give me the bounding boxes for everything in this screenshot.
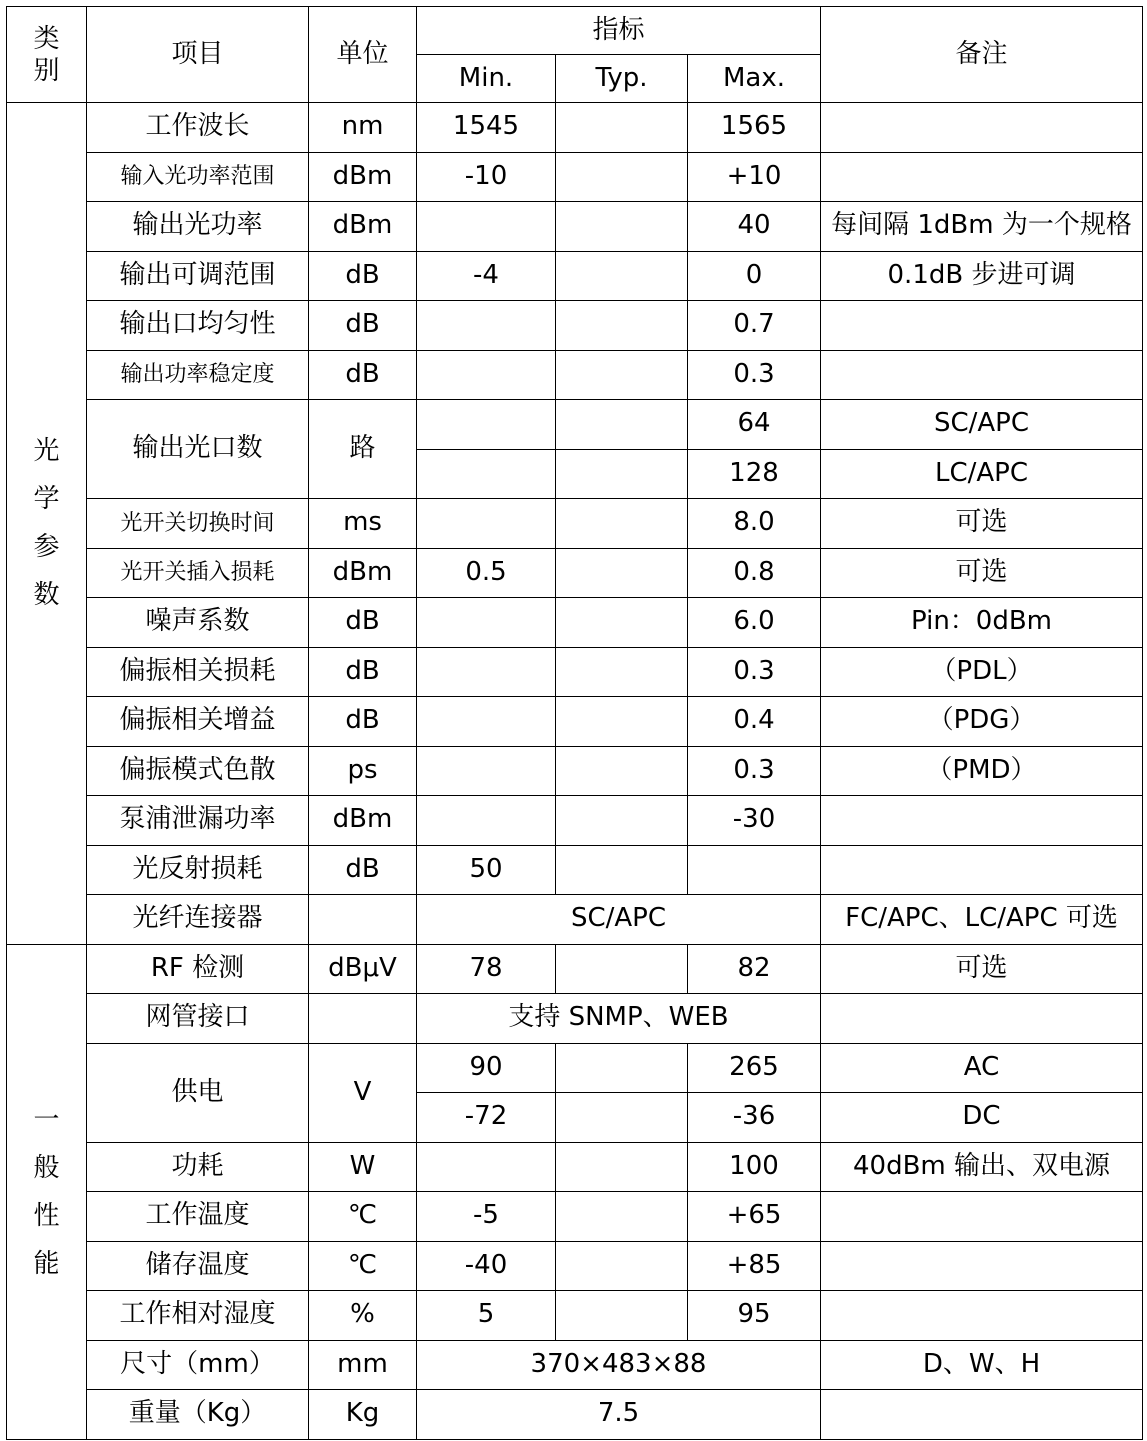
table-row bbox=[7, 647, 1143, 697]
cell-item: 光开关切换时间 bbox=[87, 499, 309, 549]
cell-item: 输入光功率范围 bbox=[87, 152, 309, 202]
cell-typ bbox=[556, 152, 688, 202]
cell-note bbox=[821, 350, 1143, 400]
cell-item: 输出口均匀性 bbox=[87, 301, 309, 351]
cell-item: 输出光功率 bbox=[87, 202, 309, 252]
table-row bbox=[7, 944, 1143, 994]
cell-unit: nm bbox=[309, 103, 417, 153]
cell-unit bbox=[309, 994, 417, 1044]
cell-typ bbox=[556, 301, 688, 351]
cell-max: 64 bbox=[688, 400, 821, 450]
cell-typ bbox=[556, 400, 688, 450]
cell-note bbox=[821, 1241, 1143, 1291]
cell-unit: ℃ bbox=[309, 1241, 417, 1291]
table-row bbox=[7, 152, 1143, 202]
cell-unit: mm bbox=[309, 1340, 417, 1390]
cell-item: RF 检测 bbox=[87, 944, 309, 994]
cell-item: 输出可调范围 bbox=[87, 251, 309, 301]
cell-note: 每间隔 1dBm 为一个规格 bbox=[821, 202, 1143, 252]
cell-item: 供电 bbox=[87, 1043, 309, 1142]
table-row bbox=[7, 895, 1143, 945]
cell-min bbox=[417, 499, 556, 549]
cell-note: SC/APC bbox=[821, 400, 1143, 450]
table-row bbox=[7, 1390, 1143, 1440]
cell-min bbox=[417, 796, 556, 846]
cell-item: 工作波长 bbox=[87, 103, 309, 153]
cell-item: 偏振相关增益 bbox=[87, 697, 309, 747]
cell-typ bbox=[556, 103, 688, 153]
cell-note: （PDL） bbox=[821, 647, 1143, 697]
table-row bbox=[7, 796, 1143, 846]
category-optical: 光 学 参 数 bbox=[7, 103, 87, 945]
cell-note bbox=[821, 1291, 1143, 1341]
table-row bbox=[7, 598, 1143, 648]
cell-item: 输出功率稳定度 bbox=[87, 350, 309, 400]
cell-typ bbox=[556, 202, 688, 252]
cell-note bbox=[821, 994, 1143, 1044]
cell-span: 支持 SNMP、WEB bbox=[417, 994, 821, 1044]
cell-max: 0.3 bbox=[688, 647, 821, 697]
cell-typ bbox=[556, 1043, 688, 1093]
cell-max: 95 bbox=[688, 1291, 821, 1341]
cell-note: LC/APC bbox=[821, 449, 1143, 499]
cell-max: 0.3 bbox=[688, 746, 821, 796]
header-note: 备注 bbox=[821, 7, 1143, 103]
cell-note: FC/APC、LC/APC 可选 bbox=[821, 895, 1143, 945]
cell-max: 0 bbox=[688, 251, 821, 301]
cell-note bbox=[821, 103, 1143, 153]
cell-note: AC bbox=[821, 1043, 1143, 1093]
cell-typ bbox=[556, 499, 688, 549]
table-row bbox=[7, 1142, 1143, 1192]
cell-unit: dB bbox=[309, 697, 417, 747]
table-row bbox=[7, 1241, 1143, 1291]
cell-typ bbox=[556, 251, 688, 301]
table-row bbox=[7, 548, 1143, 598]
header-row bbox=[7, 7, 1143, 55]
cell-max: 6.0 bbox=[688, 598, 821, 648]
table-row bbox=[7, 1043, 1143, 1093]
table-row bbox=[7, 697, 1143, 747]
cell-unit: 路 bbox=[309, 400, 417, 499]
table-row bbox=[7, 1192, 1143, 1242]
cell-typ bbox=[556, 796, 688, 846]
cell-min: -10 bbox=[417, 152, 556, 202]
cell-note bbox=[821, 796, 1143, 846]
cell-max: 128 bbox=[688, 449, 821, 499]
cell-unit: dB bbox=[309, 845, 417, 895]
cell-item: 偏振模式色散 bbox=[87, 746, 309, 796]
cell-note: 40dBm 输出、双电源 bbox=[821, 1142, 1143, 1192]
cell-item: 噪声系数 bbox=[87, 598, 309, 648]
cell-min bbox=[417, 400, 556, 450]
cell-unit: dB bbox=[309, 647, 417, 697]
cell-item: 光反射损耗 bbox=[87, 845, 309, 895]
cell-unit: dBm bbox=[309, 152, 417, 202]
table-row bbox=[7, 845, 1143, 895]
cell-unit: ms bbox=[309, 499, 417, 549]
cell-max: 40 bbox=[688, 202, 821, 252]
cell-max bbox=[688, 845, 821, 895]
cell-note: 可选 bbox=[821, 548, 1143, 598]
cell-unit: dBm bbox=[309, 202, 417, 252]
spec-table bbox=[6, 6, 1143, 1440]
cell-min bbox=[417, 746, 556, 796]
cell-note: （PDG） bbox=[821, 697, 1143, 747]
cell-unit bbox=[309, 895, 417, 945]
cell-max: 100 bbox=[688, 1142, 821, 1192]
cell-max: +65 bbox=[688, 1192, 821, 1242]
table-row bbox=[7, 1340, 1143, 1390]
cell-item: 网管接口 bbox=[87, 994, 309, 1044]
cell-min: -40 bbox=[417, 1241, 556, 1291]
cell-span: SC/APC bbox=[417, 895, 821, 945]
cell-note: Pin：0dBm bbox=[821, 598, 1143, 648]
cell-unit: Kg bbox=[309, 1390, 417, 1440]
cell-unit: dB bbox=[309, 251, 417, 301]
cell-min bbox=[417, 350, 556, 400]
cell-min: 50 bbox=[417, 845, 556, 895]
cell-typ bbox=[556, 1093, 688, 1143]
cell-note bbox=[821, 152, 1143, 202]
cell-item: 光开关插入损耗 bbox=[87, 548, 309, 598]
header-max: Max. bbox=[688, 55, 821, 103]
cell-span: 370×483×88 bbox=[417, 1340, 821, 1390]
cell-note bbox=[821, 1390, 1143, 1440]
cell-min: 0.5 bbox=[417, 548, 556, 598]
cell-item: 输出光口数 bbox=[87, 400, 309, 499]
cell-typ bbox=[556, 1142, 688, 1192]
cell-unit: % bbox=[309, 1291, 417, 1341]
cell-unit: dBμV bbox=[309, 944, 417, 994]
cell-max: 1565 bbox=[688, 103, 821, 153]
cell-max: 82 bbox=[688, 944, 821, 994]
header-unit: 单位 bbox=[309, 7, 417, 103]
cell-typ bbox=[556, 1291, 688, 1341]
cell-min: -72 bbox=[417, 1093, 556, 1143]
cell-note: D、W、H bbox=[821, 1340, 1143, 1390]
cell-max: 0.4 bbox=[688, 697, 821, 747]
table-row bbox=[7, 350, 1143, 400]
cell-min: 78 bbox=[417, 944, 556, 994]
cell-min bbox=[417, 697, 556, 747]
cell-item: 功耗 bbox=[87, 1142, 309, 1192]
cell-unit: dB bbox=[309, 301, 417, 351]
category-general: 一 般 性 能 bbox=[7, 944, 87, 1439]
cell-typ bbox=[556, 449, 688, 499]
cell-max: 0.8 bbox=[688, 548, 821, 598]
header-typ: Typ. bbox=[556, 55, 688, 103]
table-row bbox=[7, 1291, 1143, 1341]
cell-typ bbox=[556, 548, 688, 598]
cell-note: 0.1dB 步进可调 bbox=[821, 251, 1143, 301]
cell-item: 储存温度 bbox=[87, 1241, 309, 1291]
cell-note: 可选 bbox=[821, 499, 1143, 549]
cell-item: 重量（Kg） bbox=[87, 1390, 309, 1440]
cell-item: 尺寸（mm） bbox=[87, 1340, 309, 1390]
table-row bbox=[7, 251, 1143, 301]
cell-typ bbox=[556, 697, 688, 747]
header-category: 类 别 bbox=[7, 7, 87, 103]
cell-min bbox=[417, 598, 556, 648]
cell-typ bbox=[556, 845, 688, 895]
cell-max: 0.3 bbox=[688, 350, 821, 400]
cell-unit: ℃ bbox=[309, 1192, 417, 1242]
cell-unit: dBm bbox=[309, 796, 417, 846]
cell-unit: W bbox=[309, 1142, 417, 1192]
cell-item: 偏振相关损耗 bbox=[87, 647, 309, 697]
cell-note: 可选 bbox=[821, 944, 1143, 994]
cell-max: +85 bbox=[688, 1241, 821, 1291]
cell-max: 0.7 bbox=[688, 301, 821, 351]
cell-min: -4 bbox=[417, 251, 556, 301]
cell-min bbox=[417, 1142, 556, 1192]
header-min: Min. bbox=[417, 55, 556, 103]
cell-unit: V bbox=[309, 1043, 417, 1142]
cell-note: DC bbox=[821, 1093, 1143, 1143]
cell-typ bbox=[556, 1192, 688, 1242]
cell-item: 泵浦泄漏功率 bbox=[87, 796, 309, 846]
cell-unit: dB bbox=[309, 598, 417, 648]
cell-unit: ps bbox=[309, 746, 417, 796]
cell-unit: dB bbox=[309, 350, 417, 400]
table-row bbox=[7, 499, 1143, 549]
cell-typ bbox=[556, 944, 688, 994]
header-spec: 指标 bbox=[417, 7, 821, 55]
cell-min bbox=[417, 301, 556, 351]
cell-typ bbox=[556, 1241, 688, 1291]
cell-note bbox=[821, 845, 1143, 895]
table-row bbox=[7, 301, 1143, 351]
table-row bbox=[7, 994, 1143, 1044]
table-row bbox=[7, 746, 1143, 796]
cell-typ bbox=[556, 598, 688, 648]
cell-span: 7.5 bbox=[417, 1390, 821, 1440]
cell-min: 5 bbox=[417, 1291, 556, 1341]
cell-max: 265 bbox=[688, 1043, 821, 1093]
cell-min: 90 bbox=[417, 1043, 556, 1093]
cell-max: -30 bbox=[688, 796, 821, 846]
cell-typ bbox=[556, 350, 688, 400]
cell-note bbox=[821, 1192, 1143, 1242]
cell-item: 光纤连接器 bbox=[87, 895, 309, 945]
header-item: 项目 bbox=[87, 7, 309, 103]
cell-max: +10 bbox=[688, 152, 821, 202]
cell-unit: dBm bbox=[309, 548, 417, 598]
table-row bbox=[7, 400, 1143, 450]
cell-max: -36 bbox=[688, 1093, 821, 1143]
cell-typ bbox=[556, 647, 688, 697]
cell-typ bbox=[556, 746, 688, 796]
cell-min: 1545 bbox=[417, 103, 556, 153]
cell-max: 8.0 bbox=[688, 499, 821, 549]
table-row bbox=[7, 202, 1143, 252]
cell-item: 工作温度 bbox=[87, 1192, 309, 1242]
cell-min bbox=[417, 449, 556, 499]
cell-note: （PMD） bbox=[821, 746, 1143, 796]
cell-min: -5 bbox=[417, 1192, 556, 1242]
table-row bbox=[7, 103, 1143, 153]
cell-min bbox=[417, 202, 556, 252]
cell-note bbox=[821, 301, 1143, 351]
cell-item: 工作相对湿度 bbox=[87, 1291, 309, 1341]
cell-min bbox=[417, 647, 556, 697]
